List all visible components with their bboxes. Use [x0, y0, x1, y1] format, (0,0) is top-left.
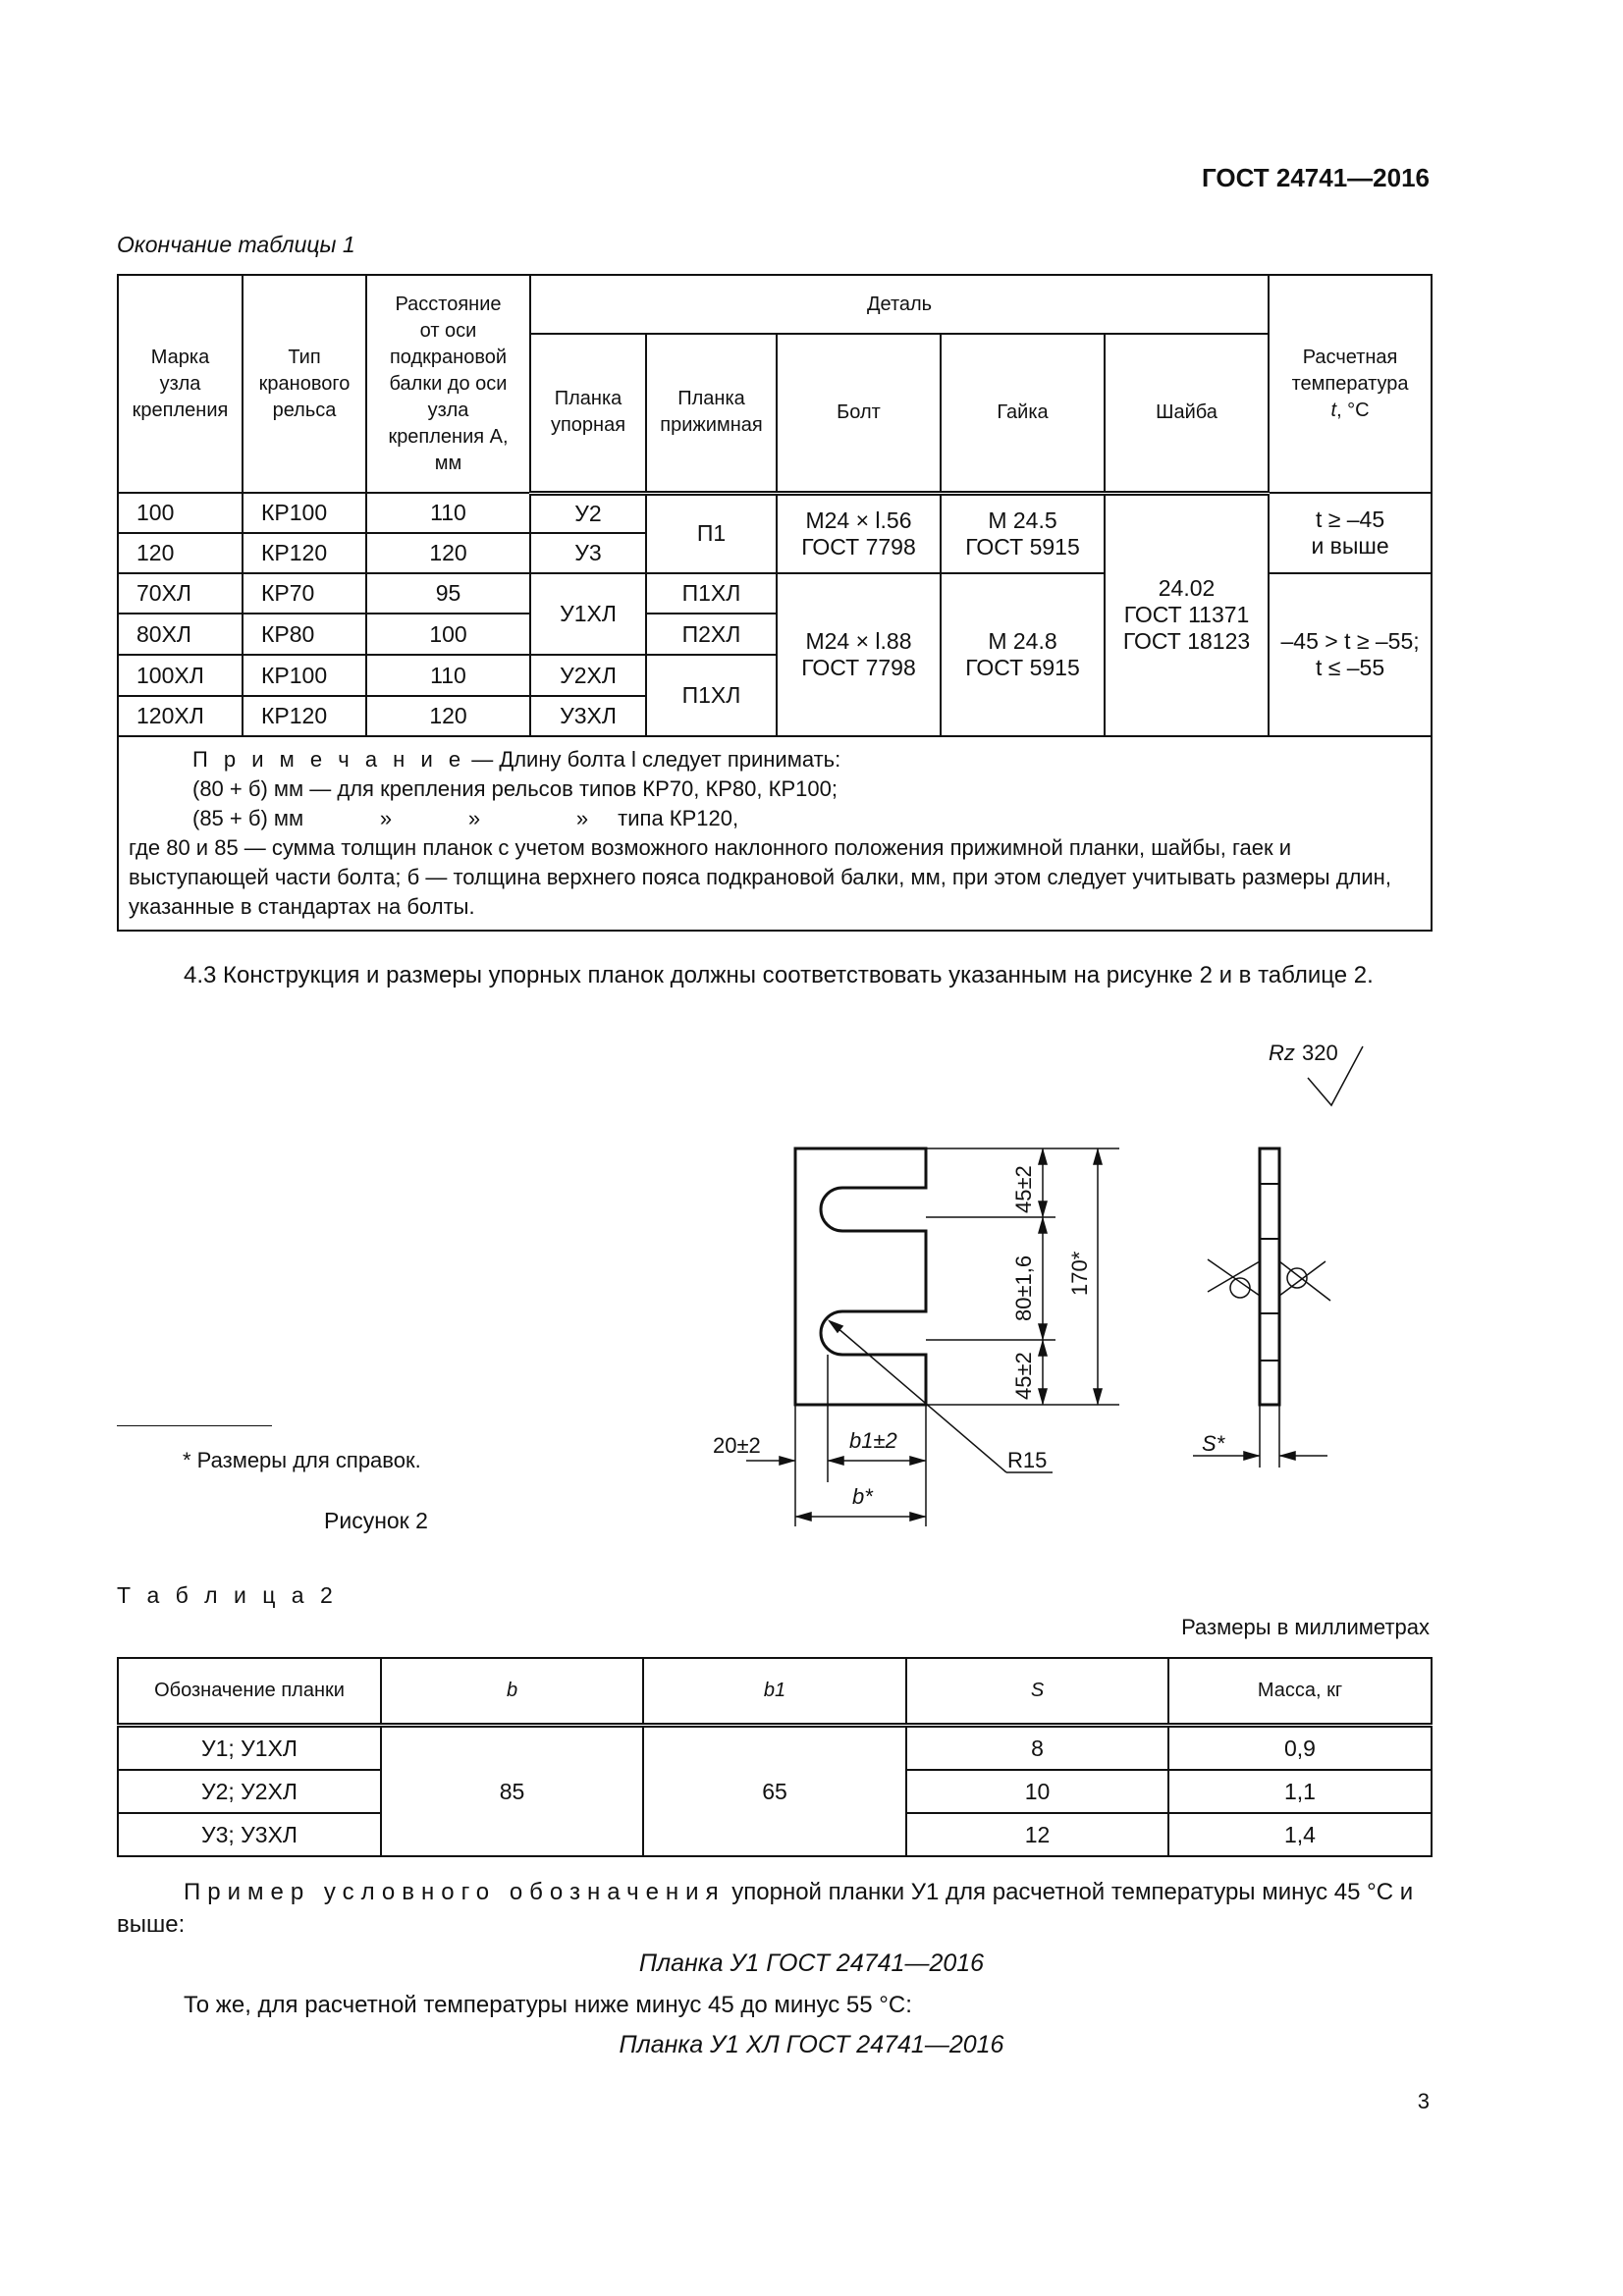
cell-stop: У3 [530, 533, 646, 573]
cell-temp-2: –45 > t ≥ –55; t ≤ –55 [1269, 573, 1432, 736]
header-nut: Гайка [941, 334, 1105, 493]
cell-rail: КР80 [243, 614, 366, 655]
header-washer: Шайба [1105, 334, 1269, 493]
dim-b: b* [852, 1484, 873, 1509]
dim-20: 20±2 [713, 1433, 761, 1458]
header-mark: Марка узла крепления [118, 275, 243, 493]
cell-mark: 100ХЛ [118, 655, 243, 696]
table2 [117, 1657, 1433, 1857]
cell-dist: 120 [366, 533, 530, 573]
t2-header-s: S [906, 1658, 1168, 1726]
table2-caption: Т а б л и ц а 2 [117, 1582, 338, 1608]
cell-name: У3; У3ХЛ [118, 1813, 381, 1856]
cell-mass: 1,1 [1168, 1770, 1432, 1813]
cell-rail: КР100 [243, 655, 366, 696]
dim-s: S* [1202, 1431, 1225, 1456]
cell-clamp: П1ХЛ [646, 573, 777, 614]
cell-s: 10 [906, 1770, 1168, 1813]
header-stop-plate: Планка упорная [530, 334, 646, 493]
cell-rail: КР120 [243, 533, 366, 573]
cell-s: 12 [906, 1813, 1168, 1856]
t2-header-name: Обозначение планки [118, 1658, 381, 1726]
header-detail: Деталь [530, 275, 1269, 334]
example-paragraph: Пример условного обозначения упорной планки У1 для расчетной температуры минус 45 °С и выше: [117, 1879, 1414, 1938]
table1-note: П р и м е ч а н и е — Длину болта l следует принимать: (80 + б) мм — для крепления рельсов типов КР70, КР80, КР100; (85 + б) мм » » » типа КР120, где 80 и 85 — сумма толщин планок с учетом возможного наклонного положения прижимной планки, шайбы, гаек и выступающей части болта; б — толщина верхнего пояса подкрановой балки, мм, при этом следует учитывать размеры длин, указанные в стандартах на болты. [118, 736, 1432, 931]
example-code-1: Планка У1 ГОСТ 24741—2016 [638, 1949, 985, 1977]
header-rail: Тип кранового рельса [243, 275, 366, 493]
cell-b1: 65 [643, 1726, 906, 1857]
cell-dist: 120 [366, 696, 530, 736]
cell-bolt-1: M24 × l.56 ГОСТ 7798 [777, 493, 941, 573]
cell-stop: У2ХЛ [530, 655, 646, 696]
cell-mark: 70ХЛ [118, 573, 243, 614]
footnote-divider [117, 1425, 272, 1426]
cell-rail: КР100 [243, 493, 366, 533]
t2-header-b: b [381, 1658, 643, 1726]
header-temp: Расчетная температура t, °C [1269, 275, 1432, 493]
t2-header-b1: b1 [643, 1658, 906, 1726]
cell-clamp: П1 [646, 493, 777, 573]
table2-units: Размеры в миллиметрах [1181, 1615, 1430, 1639]
plate-outline [795, 1148, 926, 1405]
cell-dist: 110 [366, 655, 530, 696]
dim-b1: b1±2 [849, 1428, 897, 1453]
cell-mass: 1,4 [1168, 1813, 1432, 1856]
table1-caption: Окончание таблицы 1 [117, 232, 355, 257]
cell-temp-1: t ≥ –45 и выше [1269, 493, 1432, 573]
cell-dist: 100 [366, 614, 530, 655]
figure-footnote: * Размеры для справок. [183, 1448, 421, 1472]
cell-clamp: П1ХЛ [646, 655, 777, 736]
cell-stop: У2 [530, 493, 646, 533]
header-clamp-plate: Планка прижимная [646, 334, 777, 493]
cell-mark: 120ХЛ [118, 696, 243, 736]
example-code-2: Планка У1 ХЛ ГОСТ 24741—2016 [619, 2031, 1004, 2058]
header-bolt: Болт [777, 334, 941, 493]
cell-mass: 0,9 [1168, 1726, 1432, 1771]
paragraph-4-3: 4.3 Конструкция и размеры упорных планок должны соответствовать указанным на рисунке 2 и в таблице 2. [184, 962, 1374, 988]
page-number: 3 [1417, 2089, 1430, 2113]
cell-stop: У1ХЛ [530, 573, 646, 655]
cell-mark: 100 [118, 493, 243, 533]
cell-name: У2; У2ХЛ [118, 1770, 381, 1813]
figure-caption: Рисунок 2 [324, 1508, 428, 1533]
cell-mark: 120 [118, 533, 243, 573]
dim-r15: R15 [1007, 1448, 1048, 1472]
cell-mark: 80ХЛ [118, 614, 243, 655]
header-distance: Расстояние от оси подкрановой балки до оси узла крепления А, мм [366, 275, 530, 493]
table-row [118, 1726, 1432, 1771]
dim-45-top: 45±2 [1011, 1165, 1036, 1213]
example-paragraph-2: То же, для расчетной температуры ниже минус 45 до минус 55 °С: [184, 1992, 912, 2018]
cell-nut-2: М 24.8 ГОСТ 5915 [941, 573, 1105, 736]
cell-rail: КР120 [243, 696, 366, 736]
cell-rail: КР70 [243, 573, 366, 614]
dim-80: 80±1,6 [1011, 1255, 1036, 1321]
roughness-value: 320 [1302, 1041, 1338, 1065]
cell-bolt-2: M24 × l.88 ГОСТ 7798 [777, 573, 941, 736]
cell-clamp: П2ХЛ [646, 614, 777, 655]
dim-170: 170* [1067, 1251, 1092, 1296]
dim-45-bottom: 45±2 [1011, 1352, 1036, 1400]
cell-stop: У3ХЛ [530, 696, 646, 736]
cell-name: У1; У1ХЛ [118, 1726, 381, 1771]
t2-header-mass: Масса, кг [1168, 1658, 1432, 1726]
standard-header: ГОСТ 24741—2016 [1202, 163, 1430, 192]
cell-s: 8 [906, 1726, 1168, 1771]
cell-dist: 95 [366, 573, 530, 614]
cell-washer: 24.02 ГОСТ 11371 ГОСТ 18123 [1105, 493, 1269, 736]
cell-dist: 110 [366, 493, 530, 533]
roughness-label: Rz [1269, 1041, 1295, 1065]
cell-b: 85 [381, 1726, 643, 1857]
cell-nut-1: М 24.5 ГОСТ 5915 [941, 493, 1105, 573]
